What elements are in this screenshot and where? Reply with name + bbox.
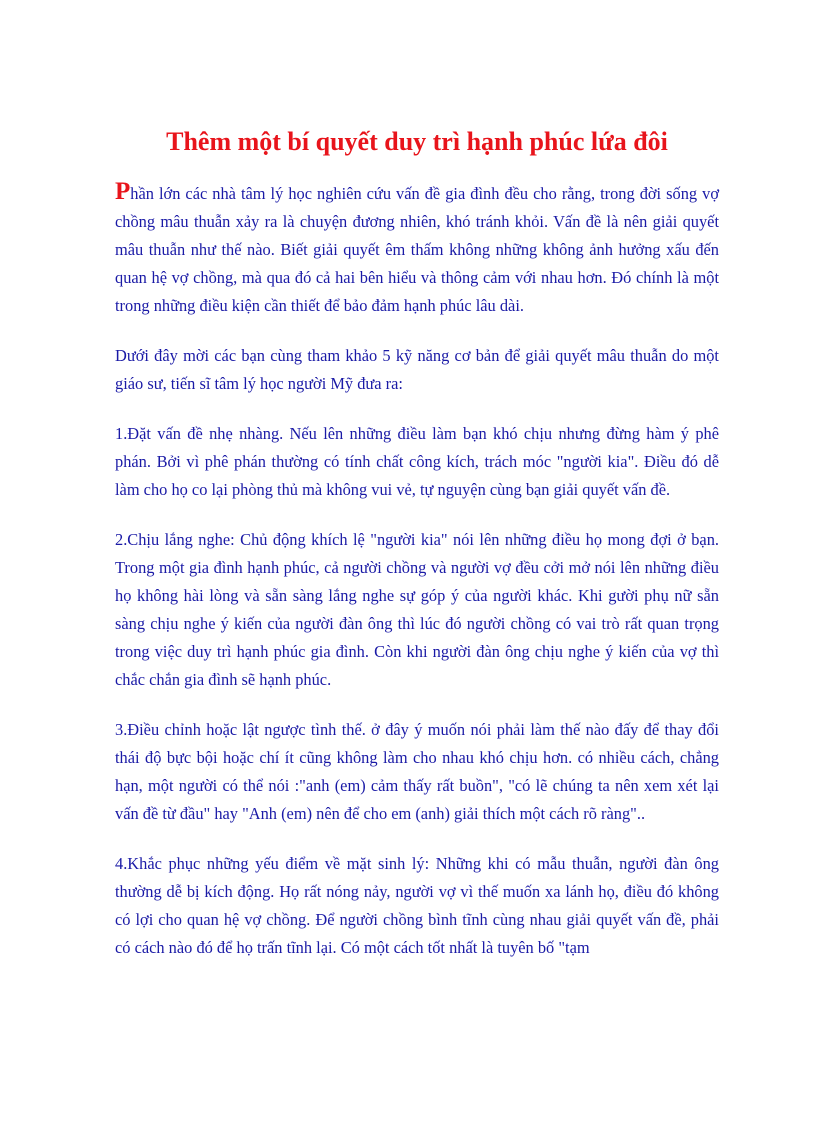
document-body <box>115 180 719 984</box>
paragraph-intro-list: Dưới đây mời các bạn cùng tham khảo 5 kỹ năng cơ bản để giải quyết mâu thuẫn do một giáo sư, tiến sĩ tâm lý học người Mỹ đưa ra: <box>115 346 719 393</box>
intro-text: hần lớn các nhà tâm lý học nghiên cứu vấn đề gia đình đều cho rằng, trong đời sống vợ chồng mâu thuẫn xảy ra là chuyện đương nhiên, khó tránh khỏi. Vấn đề là nên giải quyết mâu thuẫn như thế nào. Biết giải quyết êm thấm không những không ảnh hưởng xấu đến quan hệ vợ chồng, mà qua đó cả hai bên hiểu và thông cảm với nhau hơn. Đó chính là một trong những điều kiện cần thiết để bảo đảm hạnh phúc lâu dài. <box>115 184 719 315</box>
document-title: Thêm một bí quyết duy trì hạnh phúc lứa đôi <box>166 127 668 156</box>
paragraph-skill-1: 1.Đặt vấn đề nhẹ nhàng. Nếu lên những điều làm bạn khó chịu nhưng đừng hàm ý phê phán. Bởi vì phê phán thường có tính chất công kích, trách móc "người kia". Điều đó dễ làm cho họ co lại phòng thủ mà không vui vẻ, tự nguyện cùng bạn giải quyết vấn đề. <box>115 424 719 499</box>
drop-cap: P <box>115 178 131 205</box>
paragraph-skill-3: 3.Điều chỉnh hoặc lật ngược tình thế. ở đây ý muốn nói phải làm thế nào đấy để thay đổi thái độ bực bội hoặc chí ít cũng không làm cho nhau khó chịu hơn. có nhiều cách, chẳng hạn, một người có thể nói :"anh (em) cảm thấy rất buồn", "có lẽ chúng ta nên xem xét lại vấn đề từ đầu" hay "Anh (em) nên để cho em (anh) giải thích một cách rõ ràng".. <box>115 720 719 823</box>
intro-paragraph <box>115 180 719 320</box>
paragraph-skill-2: 2.Chịu lắng nghe: Chủ động khích lệ "người kia" nói lên những điều họ mong đợi ở bạn. Trong một gia đình hạnh phúc, cả người chồng và người vợ đều cởi mở nói lên những điều họ không hài lòng và sẵn sàng lắng nghe sự góp ý của người khác. Khi gười phụ nữ sẵn sàng chịu nghe ý kiến của người đàn ông thì lúc đó người chồng có vai trò rất quan trọng trong việc duy trì hạnh phúc gia đình. Còn khi người đàn ông chịu nghe ý kiến của vợ thì chắc chắn gia đình sẽ hạnh phúc. <box>115 530 719 689</box>
paragraph-skill-4: 4.Khắc phục những yếu điểm về mặt sinh lý: Những khi có mẫu thuẫn, người đàn ông thường dễ bị kích động. Họ rất nóng nảy, người vợ vì thế muốn xa lánh họ, điều đó không có lợi cho quan hệ vợ chồng. Để người chồng bình tĩnh cùng nhau giải quyết vấn đề, phải có cách nào đó để họ trấn tĩnh lại. Có một cách tốt nhất là tuyên bố "tạm <box>115 854 719 957</box>
